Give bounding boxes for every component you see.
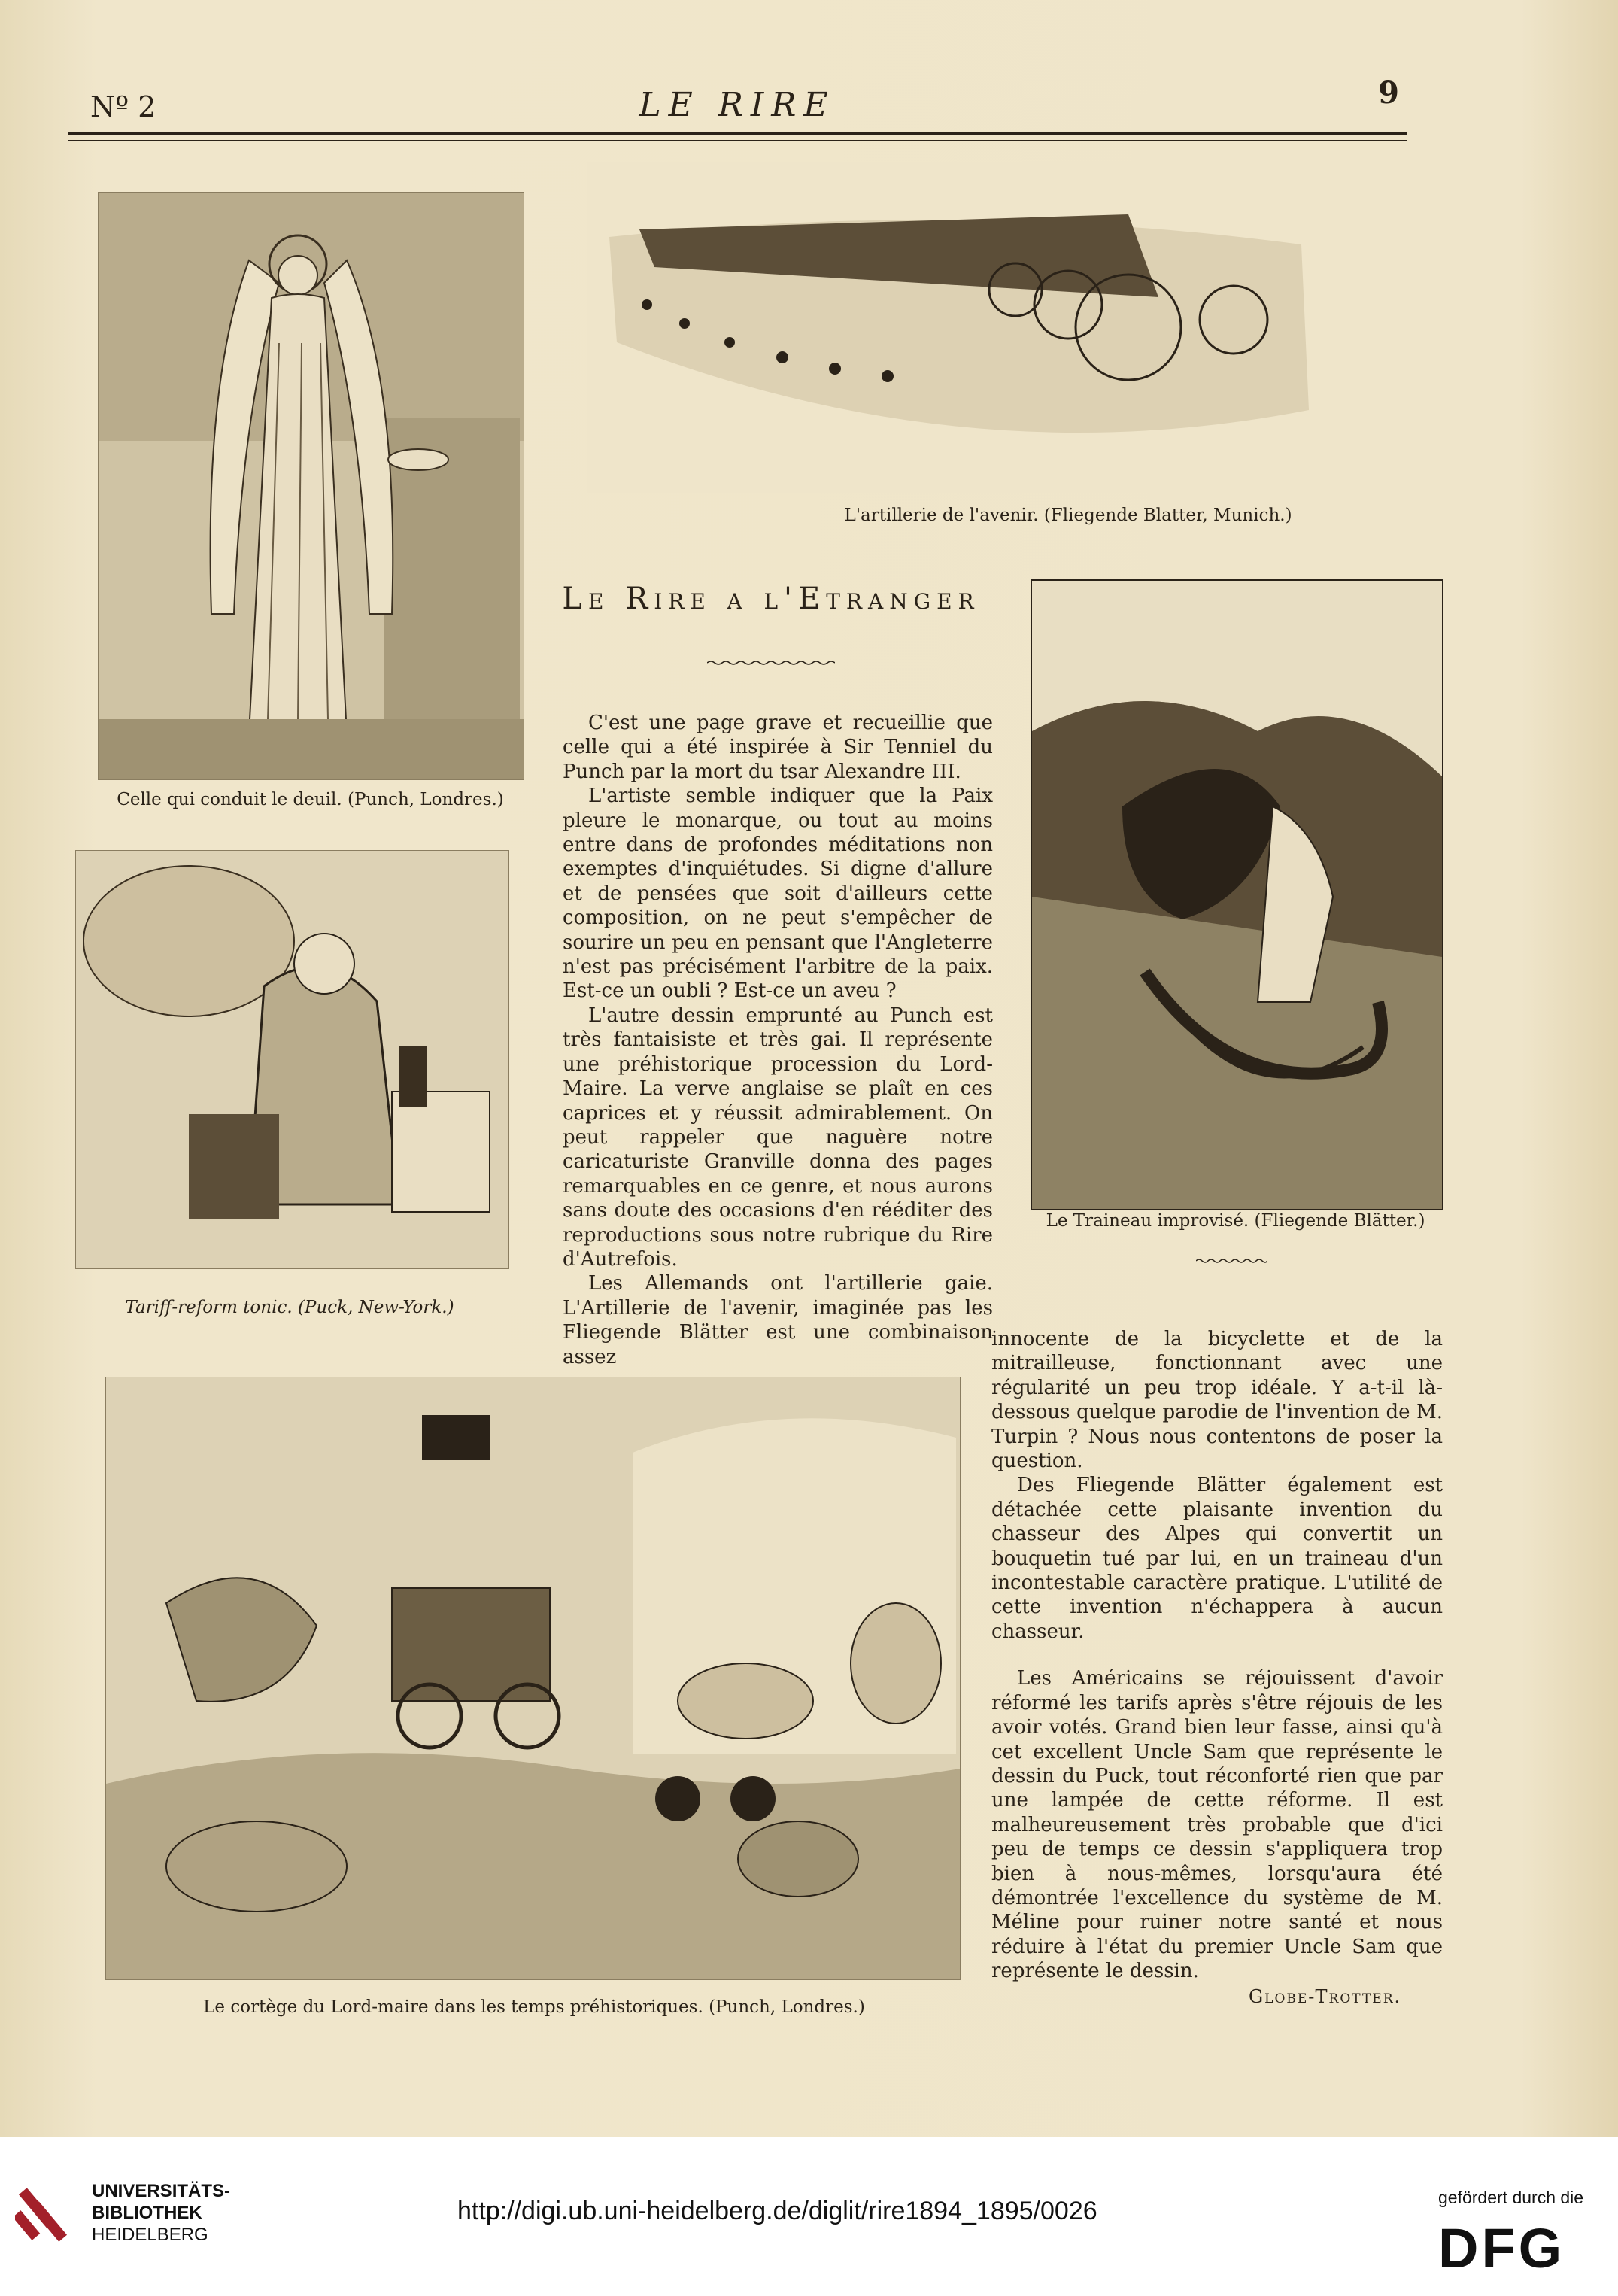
paragraph: Les Allemands ont l'artillerie gaie. L'Artillerie de l'avenir, imaginée pas les Fliegende Blätter est une combinaison assez	[563, 1272, 993, 1368]
procession-caption: Le cortège du Lord-maire dans les temps préhistoriques. (Punch, Londres.)	[203, 1997, 865, 2017]
institution-line: HEIDELBERG	[92, 2225, 208, 2245]
article-column-2	[991, 1327, 1443, 1984]
header-rule	[68, 132, 1407, 135]
page-number: 9	[1378, 75, 1399, 111]
signature: Globe-Trotter.	[1249, 1986, 1402, 2007]
institution-line: BIBLIOTHEK	[92, 2203, 202, 2223]
dfg-logo: DFG	[1438, 2217, 1565, 2279]
section-title: Le Rire a l'Etranger	[562, 582, 980, 616]
paragraph: Des Fliegende Blätter également est détachée cette plaisante invention du chasseur des Alpes qui convertit un bouquetin tué par lui, en un traineau d'un incontestable caractère pratique. L'utilité de cette invention n'échappera à aucun chasseur.	[991, 1474, 1443, 1643]
angel-illustration	[98, 192, 524, 780]
header-rule-thin	[68, 140, 1407, 141]
sled-illustration	[1031, 579, 1443, 1210]
institution-line: UNIVERSITÄTS-	[92, 2181, 231, 2201]
paragraph: innocente de la bicyclette et de la mitrailleuse, fonctionnant avec une régularité un peu trop idéale. Y a-t-il là-dessous quelque parodie de l'invention de M. Turpin ? Nous nous contentons de poser la question.	[991, 1328, 1443, 1473]
angel-caption: Celle qui conduit le deuil. (Punch, Londres.)	[117, 790, 504, 809]
artillery-caption: L'artillerie de l'avenir. (Fliegende Blatter, Munich.)	[844, 506, 1292, 525]
digitization-footer	[0, 2137, 1618, 2296]
journal-title: LE RIRE	[639, 86, 836, 124]
university-library-name	[92, 2180, 230, 2246]
title-ornament	[707, 660, 835, 666]
paragraph: Les Américains se réjouissent d'avoir réformé les tarifs après s'être réjouis de les avoir votés. Grand bien leur fasse, ainsi qu'à cet excellent Uncle Sam que représente le dessin du Puck, tout réconforté rien que par une lampée de cette réforme. Il est malheureusement très probable que d'ici peu de temps ce dessin s'appliquera trop bien à nous-mêmes, lorsqu'aura été démontrée l'excellence du système de M. Méline pour ruiner notre santé et nous réduire à l'état du premier Uncle Sam que représente le dessin.	[991, 1667, 1443, 1983]
procession-illustration	[105, 1377, 961, 1980]
permalink-url[interactable]: http://digi.ub.uni-heidelberg.de/diglit/rire1894_1895/0026	[457, 2197, 1097, 2225]
sled-ornament	[1196, 1258, 1267, 1264]
tariff-illustration	[75, 850, 509, 1269]
page-header	[68, 75, 1407, 124]
issue-number: Nº 2	[90, 90, 156, 123]
sponsor-label: gefördert durch die	[1438, 2188, 1584, 2207]
sled-caption: Le Traineau improvisé. (Fliegende Blätter.)	[1046, 1211, 1425, 1231]
paragraph: C'est une page grave et recueillie que celle qui a été inspirée à Sir Tenniel du Punch par la mort du tsar Alexandre III.	[563, 712, 993, 783]
paragraph: L'artiste semble indiquer que la Paix pleure le monarque, ou tout au moins entre dans de profondes méditations non exemptes d'inquiétudes. Si digne d'allure et de pensées que soit d'ailleurs cette composition, on ne peut s'empêcher de sourire un peu en pensant que l'Angleterre n'est pas précisément l'arbitre de la paix. Est-ce un oubli ? Est-ce un aveu ?	[563, 785, 993, 1003]
paragraph: L'autre dessin emprunté au Punch est très fantaisiste et très gai. Il représente une préhistorique procession du Lord-Maire. La verve anglaise se plaît en ces caprices et y réussit admirablement. On peut rappeler que naguère notre caricaturiste Granville donna des pages remarquables en ce genre, et nous aurons sans doute des occasions d'en rééditer des reproductions sous notre rubrique du Rire d'Autrefois.	[563, 1004, 993, 1271]
university-library-logo-icon	[15, 2180, 83, 2248]
tariff-caption: Tariff-reform tonic. (Puck, New-York.)	[125, 1298, 454, 1317]
article-column-1	[563, 711, 993, 1369]
artillery-illustration	[587, 162, 1331, 493]
